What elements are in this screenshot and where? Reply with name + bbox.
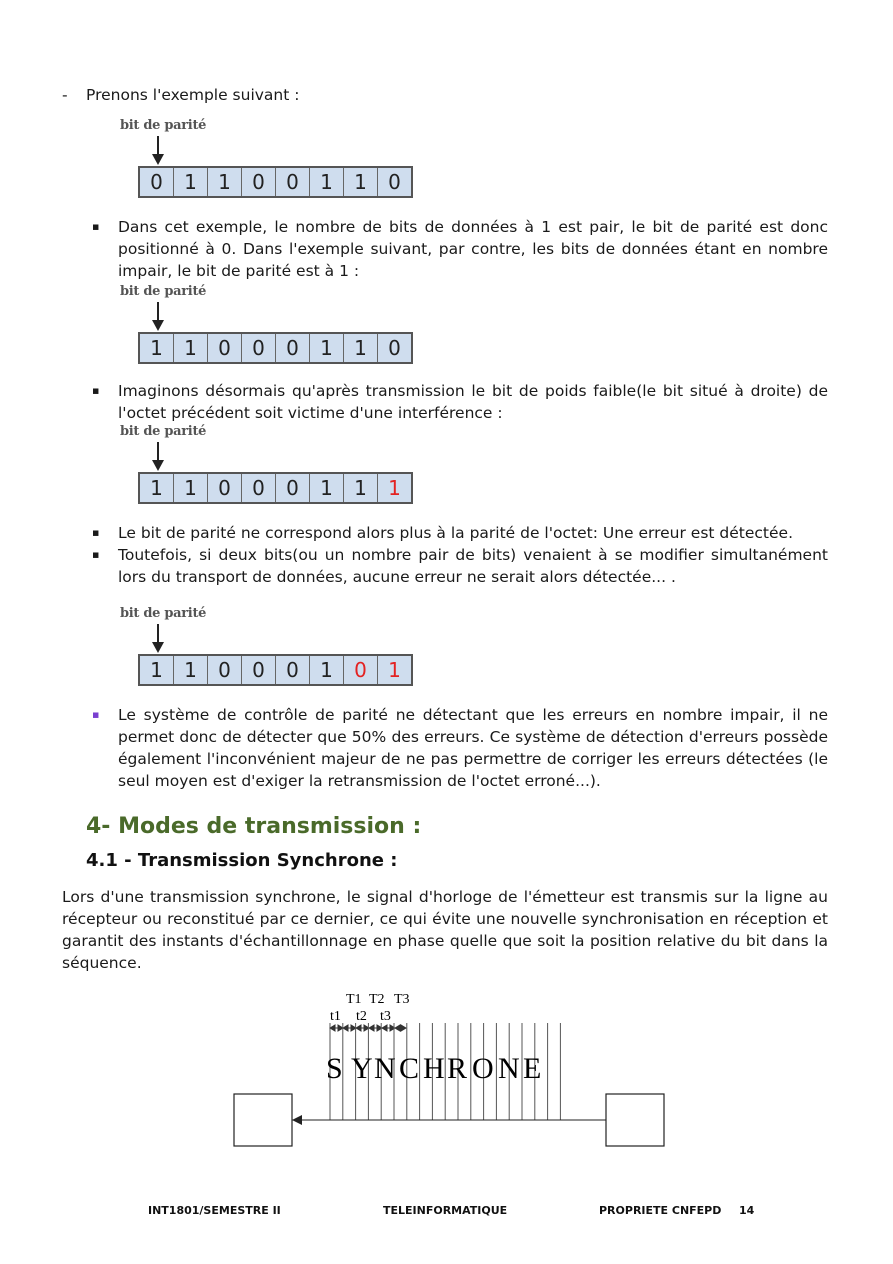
section-heading: 4- Modes de transmission : [86, 814, 422, 839]
down-arrow-icon [150, 302, 166, 332]
bit-cell: 1 [310, 168, 344, 196]
bit-cell: 0 [276, 168, 310, 196]
bit-label: bit de parité [120, 284, 207, 299]
bit-cell: 1 [174, 334, 208, 362]
intro-dash: - [62, 86, 68, 104]
bullet-text-5: Le système de contrôle de parité ne détectant que les erreurs en nombre impair, il ne permet donc de détecter que 50% des erreurs. Ce système de détection d'erreurs possède également l'inconvénient majeur de ne pas permettre de corriger les erreurs détectées (le seul moyen est d'exiger la retransmission de l'octet erroné...). [118, 706, 828, 790]
bit-cell: 0 [242, 656, 276, 684]
bit-cell: 1 [140, 334, 174, 362]
bit-cell: 0 [140, 168, 174, 196]
parity-diagram-3 [120, 424, 420, 510]
bit-cell: 1 [174, 474, 208, 502]
bit-cell: 0 [208, 474, 242, 502]
bit-cell: 1 [310, 334, 344, 362]
bit-cell: 1 [140, 656, 174, 684]
bit-cell: 0 [276, 334, 310, 362]
receiver-box [234, 1094, 292, 1146]
bit-cell: 0 [276, 474, 310, 502]
synchronous-diagram [230, 986, 670, 1151]
bit-cell: 0 [242, 334, 276, 362]
sync-letter: O [472, 1052, 494, 1085]
bit-label: bit de parité [120, 424, 207, 439]
bullet-text-1: Dans cet exemple, le nombre de bits de données à 1 est pair, le bit de parité est donc positionné à 0. Dans l'exemple suivant, par contre, les bits de données étant en nombre impair, le bit de parité est à 1 : [118, 218, 828, 280]
bit-cell: 0 [242, 474, 276, 502]
down-arrow-icon [150, 136, 166, 166]
subsection-heading: 4.1 - Transmission Synchrone : [86, 850, 398, 871]
bit-cell: 1 [344, 168, 378, 196]
bit-row [138, 472, 413, 504]
sync-letter: N [498, 1052, 520, 1085]
bit-row [138, 332, 413, 364]
arrow-left-icon [292, 1115, 302, 1125]
bit-cell: 0 [208, 656, 242, 684]
t-label: T1 [346, 992, 362, 1007]
synchrone-letters [326, 1052, 541, 1085]
bullet-marker: ▪ [92, 548, 100, 561]
bit-row [138, 654, 413, 686]
bit-cell: 1 [140, 474, 174, 502]
bit-cell: 0 [242, 168, 276, 196]
footer-owner: PROPRIETE CNFEPD [599, 1204, 722, 1217]
bit-cell: 0 [208, 334, 242, 362]
sync-letter: H [423, 1052, 445, 1085]
bit-cell: 1 [174, 168, 208, 196]
parity-diagram-2 [120, 284, 420, 370]
parity-diagram-4 [120, 606, 420, 692]
bit-cell: 0 [378, 168, 411, 196]
bullet-text-4: Toutefois, si deux bits(ou un nombre pair de bits) venaient à se modifier simultanément lors du transport de données, aucune erreur ne serait alors détectée... . [118, 546, 828, 586]
bit-row [138, 166, 413, 198]
bullet-marker: ▪ [92, 384, 100, 397]
bullet-marker: ▪ [92, 708, 100, 721]
down-arrow-icon [150, 624, 166, 654]
t-label: T2 [369, 992, 385, 1007]
bullet-marker: ▪ [92, 220, 100, 233]
bit-cell: 1 [174, 656, 208, 684]
bullet-text-3: Le bit de parité ne correspond alors plus à la parité de l'octet: Une erreur est détectée. [118, 524, 794, 542]
bullet-marker: ▪ [92, 526, 100, 539]
footer-subject: TELEINFORMATIQUE [383, 1204, 508, 1217]
parity-diagram-1 [120, 118, 420, 204]
bit-label: bit de parité [120, 118, 207, 133]
bit-cell: 1 [344, 334, 378, 362]
page-number: 14 [739, 1204, 755, 1217]
bit-cell: 1 [378, 656, 411, 684]
down-arrow-icon [150, 442, 166, 472]
sync-letter: E [523, 1052, 542, 1085]
t-label: t3 [380, 1009, 391, 1024]
bit-label: bit de parité [120, 606, 207, 621]
bit-cell: 0 [344, 656, 378, 684]
t-label: t2 [356, 1009, 367, 1024]
emitter-box [606, 1094, 664, 1146]
intro-text: Prenons l'exemple suivant : [86, 86, 300, 104]
bit-cell: 1 [208, 168, 242, 196]
bit-cell: 1 [310, 656, 344, 684]
sync-letter: Y [351, 1052, 373, 1085]
bit-cell: 0 [378, 334, 411, 362]
t-label: t1 [330, 1009, 341, 1024]
sync-letter: C [399, 1052, 420, 1085]
body-paragraph: Lors d'une transmission synchrone, le signal d'horloge de l'émetteur est transmis sur la ligne au récepteur ou reconstitué par ce dernier, ce qui évite une nouvelle synchronisation en réception et garantit des instants d'échantillonnage en phase quelle que soit la position relative du bit dans la séquence. [62, 888, 828, 972]
bit-cell: 1 [344, 474, 378, 502]
bit-cell: 0 [276, 656, 310, 684]
sync-letter: R [447, 1052, 468, 1085]
bit-cell: 1 [310, 474, 344, 502]
sync-letter: S [326, 1052, 343, 1085]
sync-letter: N [374, 1052, 396, 1085]
bullet-text-2: Imaginons désormais qu'après transmission le bit de poids faible(le bit situé à droite) de l'octet précédent soit victime d'une interférence : [118, 382, 828, 422]
t-label: T3 [394, 992, 410, 1007]
bit-cell: 1 [378, 474, 411, 502]
footer-course: INT1801/SEMESTRE II [148, 1204, 281, 1217]
